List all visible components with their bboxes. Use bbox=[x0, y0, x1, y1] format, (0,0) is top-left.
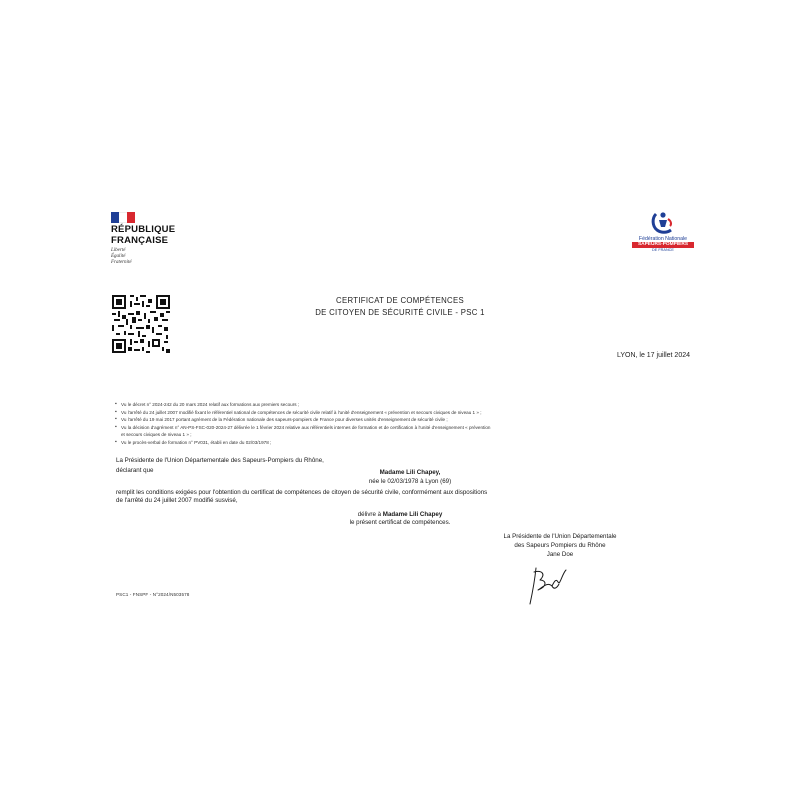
fnspf-logo bbox=[632, 210, 694, 253]
considerant-continuation: et secours civiques de niveau 1 » ; bbox=[121, 432, 192, 438]
certificate-reference: PSC1 - FNSPF - N°2024/N503578 bbox=[116, 592, 190, 597]
title-line1: CERTIFICAT DE COMPÉTENCES bbox=[336, 296, 464, 305]
fnspf-line3: DE FRANCE bbox=[652, 248, 674, 252]
fnspf-line1: Fédération Nationale bbox=[638, 236, 688, 242]
signatory-line2: des Sapeurs Pompiers du Rhône bbox=[514, 542, 606, 549]
signatory-line1: La Présidente de l'Union Départementale bbox=[503, 533, 617, 540]
considerant-item: ▪ Vu la décision d'agrément n° AN-PS-FSC-020-2024-27 délivrée le 1 février 2024 relative aux référentiels internes de formation et de certification à l'unité d'enseignement « prévention bbox=[115, 424, 695, 432]
motto-liberte: Liberté bbox=[111, 248, 126, 253]
french-flag-icon bbox=[111, 212, 135, 223]
delivers-line bbox=[290, 511, 510, 519]
conditions-text: remplit les conditions exigées pour l'obtention du certificat de compétences de citoyen de sécurité civile, conformément aux dispositions bbox=[116, 489, 488, 496]
motto bbox=[111, 248, 201, 266]
recipient-birth: née le 02/03/1978 à Lyon (69) bbox=[368, 478, 452, 485]
considerant-item: ▪ Vu le procès-verbal de formation n° PV031, établi en date du 02/03/1978 ; bbox=[115, 439, 695, 447]
certificate-title bbox=[240, 295, 560, 319]
handwritten-signature bbox=[522, 564, 574, 608]
francaise-line: FRANÇAISE bbox=[111, 234, 169, 246]
considerant-item: ▪ Vu le décret n° 2024-242 du 20 mars 2024 relatif aux formations aux premiers secours ; bbox=[115, 401, 695, 409]
presidente-statement: La Présidente de l'Union Départementale des Sapeurs-Pompiers du Rhône, bbox=[116, 457, 324, 464]
qr-code-icon bbox=[112, 295, 170, 353]
fnspf-emblem-icon bbox=[650, 210, 676, 234]
signatory-block bbox=[470, 532, 650, 559]
motto-egalite: Égalité bbox=[111, 254, 126, 259]
republique-francaise-logo bbox=[111, 212, 201, 266]
considerant-item: ▪ Vu l'arrêté du 19 mai 2017 portant agrément de la Fédération nationale des sapeurs-pompiers de France pour diverses unités d'enseignement de sécurité civile ; bbox=[115, 416, 695, 424]
issue-date: LYON, le 17 juillet 2024 bbox=[616, 352, 690, 359]
delivers-name: Madame Lili Chapey bbox=[382, 511, 443, 518]
declarant-que: déclarant que bbox=[116, 467, 154, 474]
delivers-prefix: délivre à bbox=[357, 511, 383, 518]
considerant-item: ▪ Vu l'arrêté du 24 juillet 2007 modifié fixant le référentiel national de compétences de sécurité civile relatif à l'unité d'enseignement « prévention et secours civiques de niveau 1 » ; bbox=[115, 409, 695, 417]
considerants-list bbox=[115, 401, 695, 447]
fnspf-line2: SAPEURS-POMPIERS bbox=[632, 242, 694, 248]
recipient-name: Madame Lili Chapey, bbox=[379, 469, 441, 476]
signatory-name: Jane Doe bbox=[546, 551, 574, 558]
motto-fraternite: Fraternité bbox=[111, 260, 132, 265]
present-certificate: le présent certificat de compétences. bbox=[349, 519, 451, 526]
republique-line: RÉPUBLIQUE bbox=[111, 224, 176, 235]
conditions-text-2: de l'arrêté du 24 juillet 2007 modifié susvisé, bbox=[116, 497, 238, 504]
title-line2: DE CITOYEN DE SÉCURITÉ CIVILE - PSC 1 bbox=[315, 308, 485, 317]
